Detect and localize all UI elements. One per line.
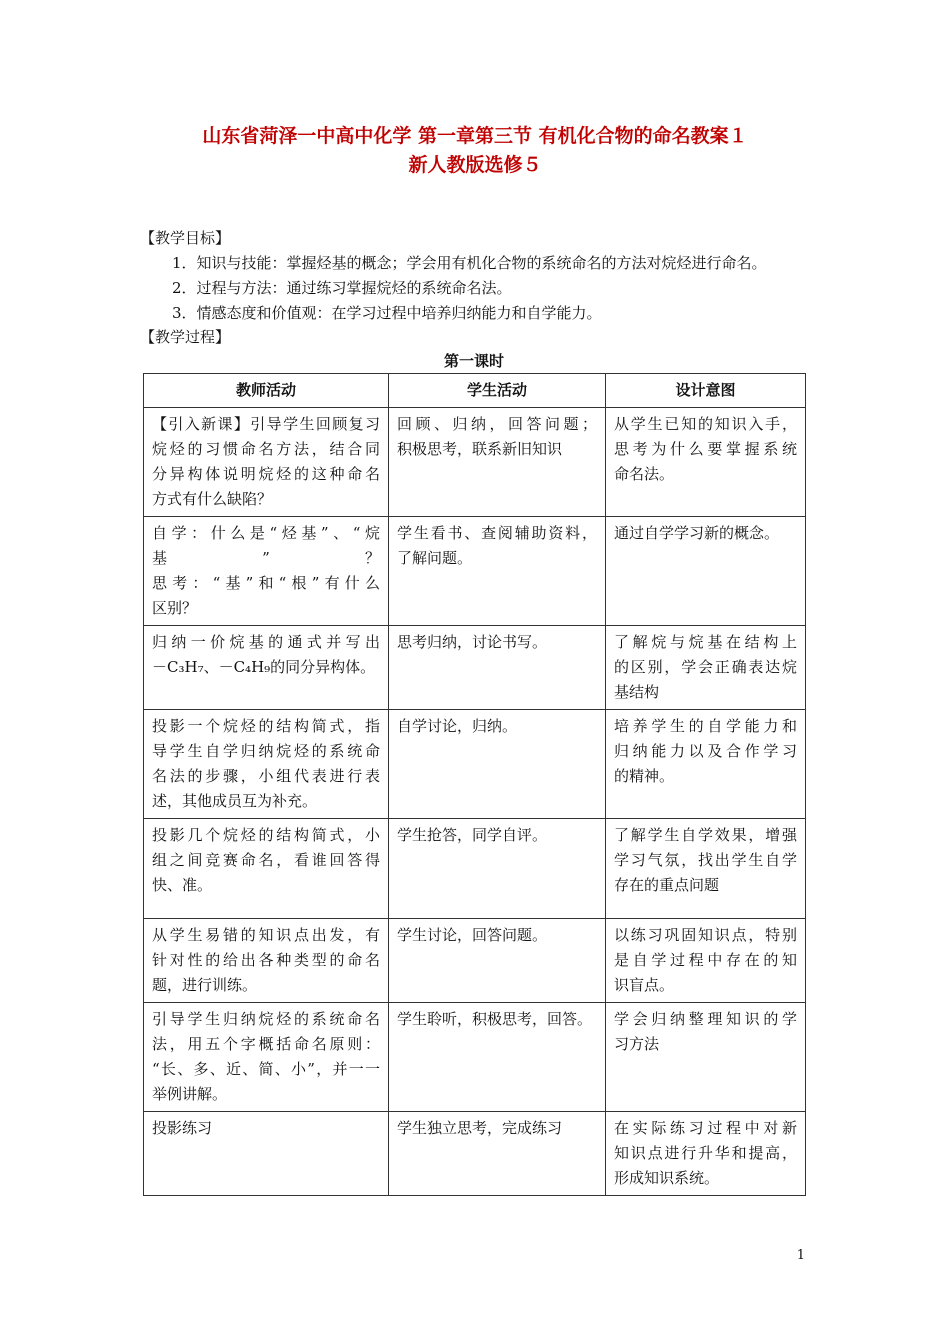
title-line-2: 新人教版选修５ xyxy=(408,154,542,176)
cell-text-line: 名法的步骤，小组代表进行表 xyxy=(152,767,380,785)
cell-text-line: 学生看书、查阅辅助资料， xyxy=(397,524,597,542)
cell-text-line: 的区别，学会正确表达烷 xyxy=(614,658,797,676)
cell-text-line: 了解学生自学效果，增强 xyxy=(614,826,797,844)
cell-text-line: 题，进行训练。 xyxy=(152,976,258,994)
cell-text-line: 从学生已知的知识入手， xyxy=(614,415,797,433)
cell-text-line: “长、多、近、简、小”，并一一 xyxy=(152,1060,380,1078)
cell-text-line: 的精神。 xyxy=(614,767,675,785)
objective-item-3: 3．情感态度和价值观：在学习过程中培养归纳能力和自学能力。 xyxy=(172,304,602,322)
header-teacher-activity: 教师活动 xyxy=(144,374,389,408)
student-activity-cell xyxy=(389,517,606,626)
cell-text-line: 思考归纳，讨论书写。 xyxy=(397,633,548,651)
design-intent-cell xyxy=(606,710,806,819)
objectives-heading: 【教学目标】 xyxy=(140,229,231,247)
teacher-activity-cell xyxy=(144,819,389,919)
cell-text-line: 学会归纳整理知识的学 xyxy=(614,1010,797,1028)
cell-text-line: －C₃H₇、－C₄H₉的同分异构体。 xyxy=(152,658,376,676)
cell-text-line: 是自学过程中存在的知 xyxy=(614,951,797,969)
teacher-activity-cell xyxy=(144,1112,389,1196)
cell-text-line: 形成知识系统。 xyxy=(614,1169,720,1187)
teacher-activity-cell xyxy=(144,710,389,819)
cell-text-line: 导学生自学归纳烷烃的系统命 xyxy=(152,742,380,760)
cell-text-line: 基”？ xyxy=(152,549,380,567)
cell-text-line: 了解烷与烷基在结构上 xyxy=(614,633,797,651)
cell-text-line: 自学：什么是“烃基”、“烷 xyxy=(152,524,380,542)
header-student-activity: 学生活动 xyxy=(389,374,606,408)
lesson-title: 第一课时 xyxy=(443,352,504,370)
table-row xyxy=(144,1003,806,1112)
student-activity-cell xyxy=(389,710,606,819)
process-heading: 【教学过程】 xyxy=(140,328,231,346)
student-activity-cell xyxy=(389,408,606,517)
cell-text-line: 针对性的给出各种类型的命名 xyxy=(152,951,380,969)
cell-text-line: 思考为什么要掌握系统 xyxy=(614,440,797,458)
header-design-intent: 设计意图 xyxy=(606,374,806,408)
cell-text-line: 以练习巩固知识点，特别 xyxy=(614,926,797,944)
teacher-activity-cell xyxy=(144,408,389,517)
teacher-activity-cell xyxy=(144,517,389,626)
cell-text-line: 命名法。 xyxy=(614,465,675,483)
cell-text-line: 分异构体说明烷烃的这种命名 xyxy=(152,465,380,483)
teacher-activity-cell xyxy=(144,1003,389,1112)
design-intent-cell xyxy=(606,919,806,1003)
design-intent-cell xyxy=(606,819,806,919)
cell-text-line: 在实际练习过程中对新 xyxy=(614,1119,797,1137)
cell-text-line: 习方法 xyxy=(614,1035,660,1053)
document-title xyxy=(100,122,850,180)
table-row xyxy=(144,1112,806,1196)
cell-text-line: 积极思考，联系新旧知识 xyxy=(397,440,563,458)
cell-text-line: 快、准。 xyxy=(152,876,213,894)
cell-text-line: 学生独立思考，完成练习 xyxy=(397,1119,563,1137)
design-intent-cell xyxy=(606,626,806,710)
cell-text-line: 【引入新课】引导学生回顾复习 xyxy=(152,415,380,433)
cell-text-line: 培养学生的自学能力和 xyxy=(614,717,797,735)
student-activity-cell xyxy=(389,819,606,919)
table-row xyxy=(144,408,806,517)
table-header-row xyxy=(144,374,806,408)
cell-text-line: 投影几个烷烃的结构简式，小 xyxy=(152,826,380,844)
cell-text-line: 述，其他成员互为补充。 xyxy=(152,792,318,810)
student-activity-cell xyxy=(389,1003,606,1112)
cell-text-line: 回顾、归纳，回答问题； xyxy=(397,415,597,433)
cell-text-line: 引导学生归纳烷烃的系统命名 xyxy=(152,1010,380,1028)
table-row xyxy=(144,819,806,919)
table-row xyxy=(144,710,806,819)
cell-text-line: 归纳一价烷基的通式并写出 xyxy=(152,633,380,651)
cell-text-line: 投影一个烷烃的结构简式，指 xyxy=(152,717,380,735)
objective-item-1: 1．知识与技能：掌握烃基的概念；学会用有机化合物的系统命名的方法对烷烃进行命名。 xyxy=(172,254,767,272)
cell-text-line: 举例讲解。 xyxy=(152,1085,228,1103)
design-intent-cell xyxy=(606,1112,806,1196)
cell-text-line: 自学讨论，归纳。 xyxy=(397,717,518,735)
lesson-plan-table xyxy=(143,373,806,1196)
cell-text-line: 学生聆听，积极思考，回答。 xyxy=(397,1010,593,1028)
page-number: 1 xyxy=(796,1248,805,1263)
cell-text-line: 烷烃的习惯命名方法，结合同 xyxy=(152,440,380,458)
cell-text-line: 区别？ xyxy=(152,599,198,617)
title-line-1: 山东省菏泽一中高中化学 第一章第三节 有机化合物的命名教案１ xyxy=(202,125,748,147)
cell-text-line: 学生抢答，同学自评。 xyxy=(397,826,548,844)
teacher-activity-cell xyxy=(144,626,389,710)
cell-text-line: 了解问题。 xyxy=(397,549,473,567)
table-row xyxy=(144,919,806,1003)
cell-text-line: 基结构 xyxy=(614,683,660,701)
table-row xyxy=(144,517,806,626)
cell-text-line: 学生讨论，回答问题。 xyxy=(397,926,548,944)
student-activity-cell xyxy=(389,919,606,1003)
objective-item-2: 2．过程与方法：通过练习掌握烷烃的系统命名法。 xyxy=(172,279,512,297)
table-body xyxy=(144,408,806,1196)
design-intent-cell xyxy=(606,517,806,626)
cell-text-line: 知识点进行升华和提高， xyxy=(614,1144,797,1162)
cell-text-line: 组之间竞赛命名，看谁回答得 xyxy=(152,851,380,869)
design-intent-cell xyxy=(606,408,806,517)
cell-text-line: 归纳能力以及合作学习 xyxy=(614,742,797,760)
cell-text-line: 思考：“基”和“根”有什么 xyxy=(152,574,380,592)
cell-text-line: 通过自学学习新的概念。 xyxy=(614,524,780,542)
cell-text-line: 识盲点。 xyxy=(614,976,675,994)
cell-text-line: 方式有什么缺陷？ xyxy=(152,490,273,508)
cell-text-line: 法，用五个字概括命名原则： xyxy=(152,1035,380,1053)
cell-text-line: 投影练习 xyxy=(152,1119,213,1137)
design-intent-cell xyxy=(606,1003,806,1112)
teacher-activity-cell xyxy=(144,919,389,1003)
cell-text-line: 学习气氛，找出学生自学 xyxy=(614,851,797,869)
table-row xyxy=(144,626,806,710)
cell-text-line: 从学生易错的知识点出发，有 xyxy=(152,926,380,944)
student-activity-cell xyxy=(389,626,606,710)
cell-text-line: 存在的重点问题 xyxy=(614,876,720,894)
student-activity-cell xyxy=(389,1112,606,1196)
